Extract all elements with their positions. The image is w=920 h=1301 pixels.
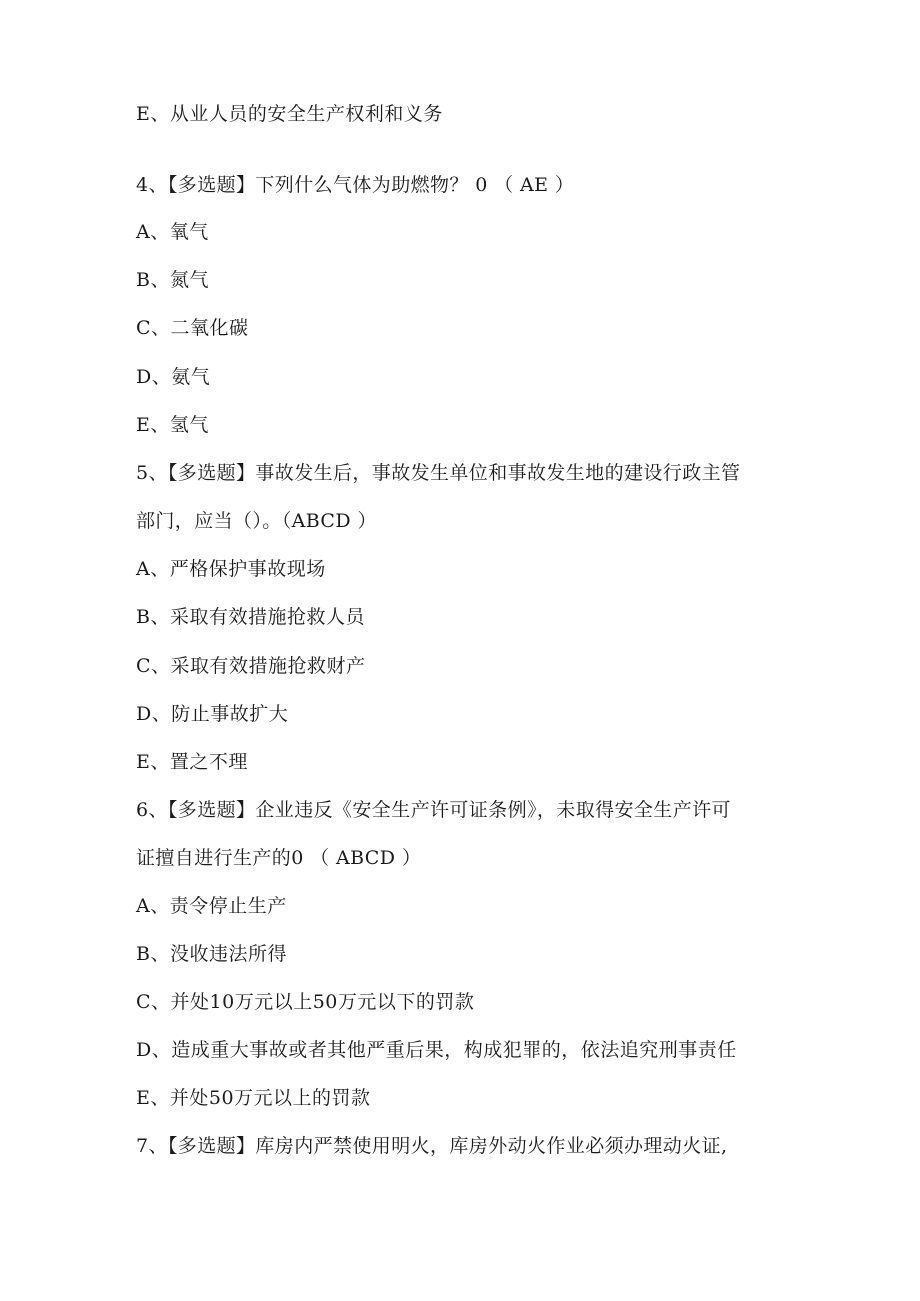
option-4b: B、氮气 — [136, 269, 209, 291]
option-5d: D、防止事故扩大 — [136, 703, 289, 725]
question-5-line-1: 5、【多选题】事故发生后，事故发生单位和事故发生地的建设行政主管 — [136, 462, 741, 484]
option-3e: E、从业人员的安全生产权利和义务 — [136, 103, 443, 125]
question-4: 4、【多选题】下列什么气体为助燃物？ 0 （ AE ） — [136, 174, 575, 196]
question-5-line-2: 部门，应当（）。（ABCD ） — [136, 510, 377, 532]
option-4c: C、二氧化碳 — [136, 317, 249, 339]
question-6-line-2: 证擅自进行生产的0 （ ABCD ） — [136, 847, 422, 869]
option-6c: C、并处10万元以上50万元以下的罚款 — [136, 991, 475, 1013]
option-6d: D、造成重大事故或者其他严重后果，构成犯罪的，依法追究刑事责任 — [136, 1039, 737, 1061]
option-6e: E、并处50万元以上的罚款 — [136, 1087, 371, 1109]
option-4d: D、氨气 — [136, 366, 211, 388]
option-5c: C、采取有效措施抢救财产 — [136, 655, 366, 677]
option-4e: E、氢气 — [136, 414, 209, 436]
question-7-line-1: 7、【多选题】库房内严禁使用明火，库房外动火作业必须办理动火证, — [136, 1135, 728, 1157]
option-5e: E、置之不理 — [136, 751, 248, 773]
option-5a: A、严格保护事故现场 — [136, 558, 326, 580]
option-6a: A、责令停止生产 — [136, 895, 287, 917]
option-4a: A、氧气 — [136, 221, 209, 243]
option-6b: B、没收违法所得 — [136, 943, 287, 965]
question-6-line-1: 6、【多选题】企业违反《安全生产许可证条例》，未取得安全生产许可 — [136, 799, 731, 821]
option-5b: B、采取有效措施抢救人员 — [136, 606, 365, 628]
